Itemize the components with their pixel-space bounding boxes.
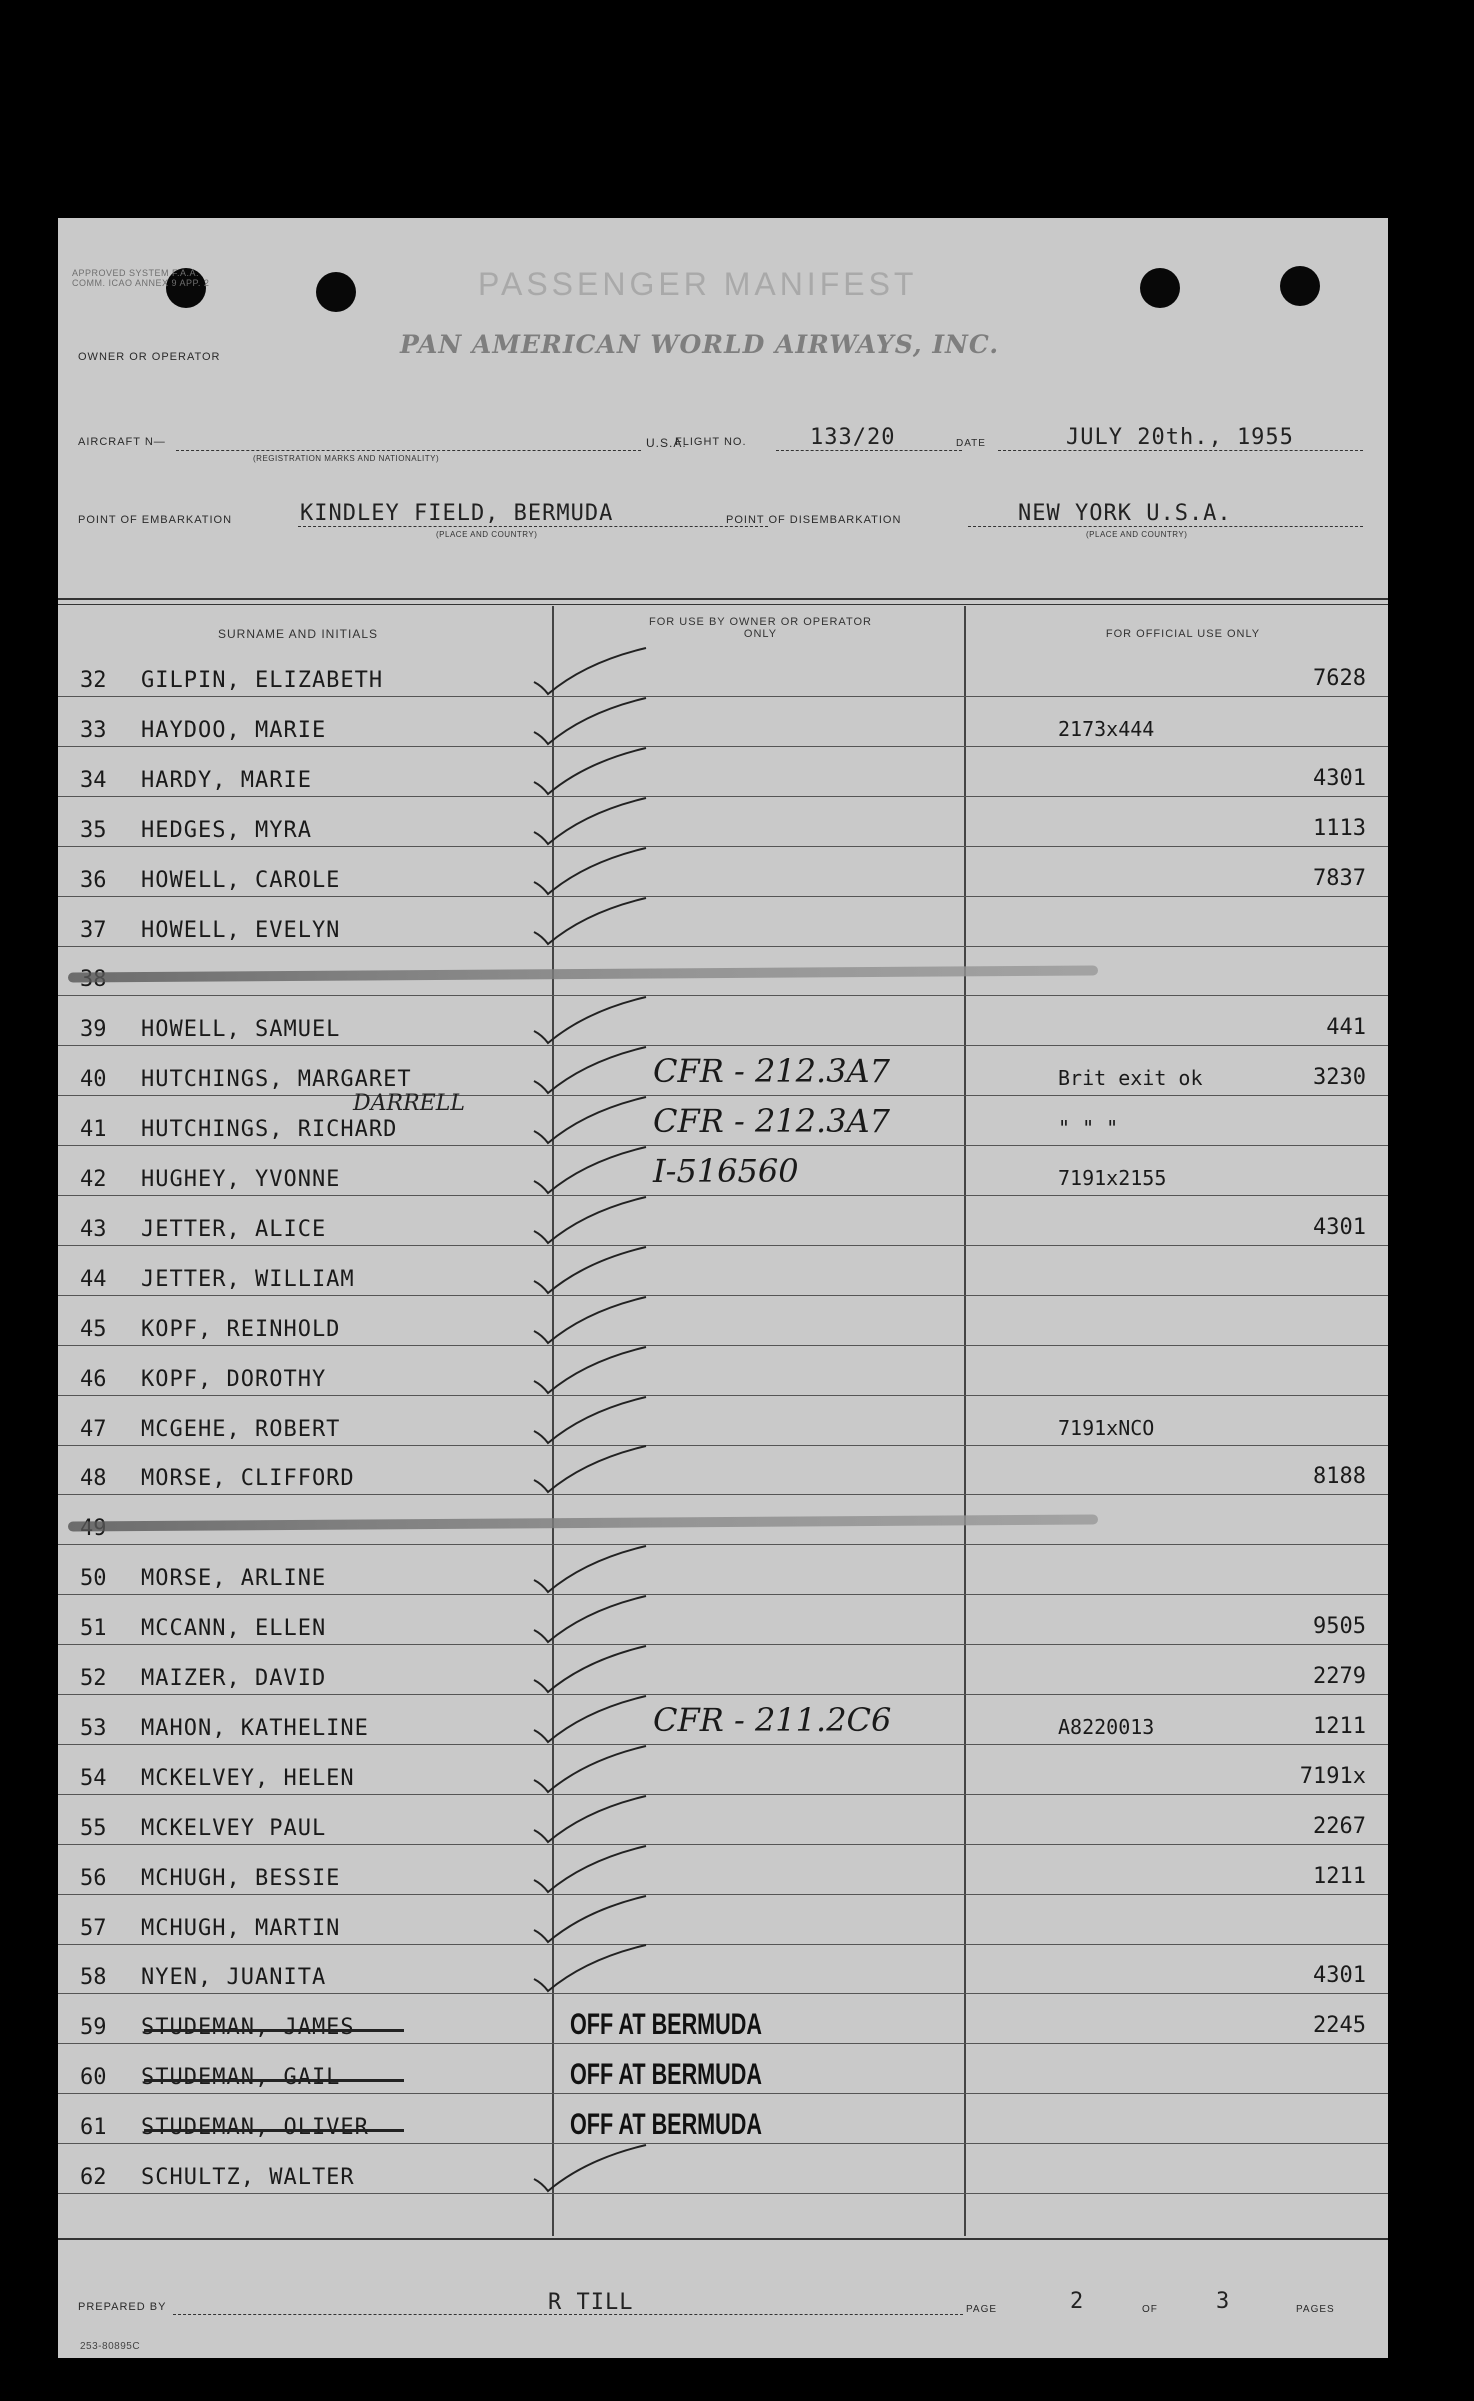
- official-code: 2267: [1313, 1813, 1366, 1839]
- row-rule: [58, 2093, 1388, 2094]
- passenger-name: MORSE, ARLINE: [141, 1566, 327, 1592]
- embarkation-label: POINT OF EMBARKATION: [78, 514, 233, 526]
- row-rule: [58, 1993, 1388, 1994]
- passenger-name: MAHON, KATHELINE: [141, 1715, 369, 1741]
- row-rule: [58, 1544, 1388, 1545]
- row-rule: [58, 896, 1388, 897]
- row-rule: [58, 946, 1388, 947]
- flight-label: FLIGHT NO.: [675, 436, 747, 448]
- table-top-rule: [58, 598, 1388, 600]
- table-row: [58, 700, 1388, 749]
- row-rule: [58, 1395, 1388, 1396]
- row-rule: [58, 846, 1388, 847]
- punch-hole: [1140, 268, 1180, 308]
- table-row: [58, 1898, 1388, 1947]
- row-number: 43: [80, 1216, 107, 1242]
- checkmark-icon: [526, 991, 676, 1046]
- table-row: [58, 800, 1388, 849]
- table-row: [58, 1049, 1388, 1098]
- row-number: 62: [80, 2165, 107, 2190]
- passenger-name: KOPF, DOROTHY: [141, 1366, 327, 1392]
- official-code: 441: [1326, 1015, 1366, 1041]
- official-notation: " " ": [1058, 1116, 1119, 1141]
- official-code: 4301: [1313, 765, 1366, 791]
- row-rule: [58, 1894, 1388, 1895]
- checkmark-icon: [526, 1440, 676, 1495]
- checkmark-icon: [526, 792, 676, 847]
- disembarkation-place: NEW YORK U.S.A.: [1018, 501, 1232, 526]
- row-number: 33: [80, 717, 107, 743]
- airline-name: PAN AMERICAN WORLD AIRWAYS, INC.: [400, 330, 1000, 359]
- place-caption: (PLACE AND COUNTRY): [1086, 530, 1188, 539]
- row-number: 58: [80, 1965, 107, 1991]
- passenger-name: STUDEMAN, JAMES: [141, 2015, 355, 2041]
- checkmark-icon: [526, 742, 676, 797]
- prepared-label: PREPARED BY: [78, 2301, 167, 2313]
- row-rule: [58, 1644, 1388, 1645]
- passenger-name: HOWELL, SAMUEL: [141, 1017, 341, 1043]
- official-notation: 7191x2155: [1058, 1166, 1167, 1190]
- row-rule: [58, 1794, 1388, 1795]
- row-number: 61: [80, 2115, 107, 2141]
- punch-hole: [1280, 266, 1320, 306]
- row-rule: [58, 1345, 1388, 1346]
- passenger-name: KOPF, REINHOLD: [141, 1316, 341, 1342]
- row-number: 37: [80, 917, 107, 943]
- table-bottom-rule: [58, 2238, 1388, 2240]
- passenger-name: NYEN, JUANITA: [141, 1965, 327, 1991]
- approval-stamp: APPROVED SYSTEM F.A.A. COMM. ICAO ANNEX 9 APP. 2: [72, 268, 210, 288]
- pages-label: PAGES: [1296, 2304, 1335, 2315]
- row-rule: [58, 1694, 1388, 1695]
- crossed-out-line: [68, 1515, 1098, 1532]
- passenger-name: MORSE, CLIFFORD: [141, 1466, 355, 1492]
- row-number: 36: [80, 867, 107, 893]
- table-row: [58, 949, 1388, 998]
- punch-hole: [316, 272, 356, 312]
- official-code: 7837: [1313, 865, 1366, 891]
- official-code: 4301: [1313, 1214, 1366, 1240]
- official-code: 1211: [1313, 1863, 1366, 1889]
- row-number: 34: [80, 767, 107, 793]
- table-row: [58, 1448, 1388, 1497]
- row-number: 59: [80, 2015, 107, 2041]
- official-notation: 2173x444: [1058, 716, 1155, 741]
- checkmark-icon: [526, 2139, 676, 2194]
- page-title: PASSENGER MANIFEST: [478, 266, 918, 302]
- row-rule: [58, 1594, 1388, 1595]
- row-rule: [58, 1944, 1388, 1945]
- table-row: [58, 650, 1388, 699]
- checkmark-icon: [526, 692, 676, 747]
- row-rule: [58, 1844, 1388, 1845]
- official-code: 9505: [1313, 1614, 1366, 1640]
- row-number: 41: [80, 1117, 107, 1143]
- table-row: [58, 1947, 1388, 1996]
- checkmark-icon: [526, 1939, 676, 1994]
- row-number: 32: [80, 668, 107, 693]
- official-notation: Brit exit ok: [1058, 1066, 1203, 1091]
- table-row: [58, 1299, 1388, 1348]
- checkmark-icon: [526, 1391, 676, 1446]
- row-number: 56: [80, 1865, 107, 1891]
- disembarkation-label: POINT OF DISEMBARKATION: [726, 514, 902, 526]
- total-pages: 3: [1216, 2289, 1231, 2314]
- checkmark-icon: [526, 1890, 676, 1945]
- table-row: [58, 2047, 1388, 2096]
- row-number: 44: [80, 1266, 107, 1292]
- off-at-bermuda-stamp: OFF AT BERMUDA: [570, 2008, 762, 2042]
- row-rule: [58, 1295, 1388, 1296]
- table-row: [58, 1648, 1388, 1697]
- passenger-name: STUDEMAN, GAIL: [141, 2065, 341, 2091]
- passenger-name: MCKELVEY, HELEN: [141, 1765, 355, 1791]
- row-number: 47: [80, 1416, 107, 1442]
- checkmark-icon: [526, 1640, 676, 1695]
- passenger-name: JETTER, WILLIAM: [141, 1266, 355, 1292]
- checkmark-icon: [526, 1341, 676, 1396]
- manifest-sheet: [58, 218, 1388, 2358]
- handwritten-name-correction: DARRELL: [353, 1091, 465, 1117]
- table-row: [58, 1748, 1388, 1797]
- handwritten-note: I-516560: [653, 1152, 799, 1190]
- row-number: 45: [80, 1316, 107, 1342]
- aircraft-label: AIRCRAFT N—: [78, 436, 166, 448]
- row-rule: [58, 1095, 1388, 1096]
- row-number: 48: [80, 1466, 107, 1492]
- page-label: PAGE: [966, 2304, 998, 2315]
- passenger-name: STUDEMAN, OLIVER: [141, 2115, 369, 2141]
- table-row: [58, 1199, 1388, 1248]
- table-row: [58, 1349, 1388, 1398]
- row-rule: [58, 1195, 1388, 1196]
- checkmark-icon: [526, 892, 676, 947]
- row-number: 50: [80, 1566, 107, 1592]
- row-rule: [58, 746, 1388, 747]
- page-number: 2: [1070, 2289, 1085, 2314]
- table-row: [58, 850, 1388, 899]
- aircraft-underline: [176, 450, 641, 451]
- table-row: [58, 1997, 1388, 2046]
- passenger-name: MCHUGH, MARTIN: [141, 1915, 341, 1941]
- row-number: 42: [80, 1167, 107, 1192]
- checkmark-icon: [526, 1740, 676, 1795]
- row-rule: [58, 696, 1388, 697]
- crossed-out-line: [68, 966, 1098, 983]
- passenger-name: HOWELL, EVELYN: [141, 917, 341, 943]
- table-row: [58, 750, 1388, 799]
- date-underline: [998, 450, 1363, 451]
- table-row: [58, 1798, 1388, 1847]
- embarkation-underline: [298, 526, 768, 527]
- registration-caption: (REGISTRATION MARKS AND NATIONALITY): [253, 454, 440, 463]
- row-number: 40: [80, 1067, 107, 1093]
- prepared-by: R TILL: [548, 2290, 634, 2315]
- place-caption: (PLACE AND COUNTRY): [436, 530, 538, 539]
- handwritten-note: CFR - 211.2C6: [653, 1700, 892, 1739]
- official-code: 4301: [1313, 1963, 1366, 1989]
- passenger-name: HARDY, MARIE: [141, 767, 312, 793]
- passenger-name: MCKELVEY PAUL: [141, 1815, 327, 1841]
- name-strikethrough: [144, 2029, 404, 2032]
- row-number: 60: [80, 2065, 107, 2091]
- row-number: 35: [80, 817, 107, 843]
- passenger-name: HUTCHINGS, MARGARET: [141, 1067, 412, 1093]
- passenger-name: MCHUGH, BESSIE: [141, 1865, 341, 1891]
- table-row: [58, 1399, 1388, 1448]
- usa-label: U.S.A.: [646, 436, 687, 450]
- row-rule: [58, 2143, 1388, 2144]
- row-rule: [58, 2043, 1388, 2044]
- passenger-name: JETTER, ALICE: [141, 1216, 327, 1242]
- checkmark-icon: [526, 1291, 676, 1346]
- table-row: [58, 2147, 1388, 2196]
- table-row: [58, 1598, 1388, 1647]
- passenger-name: HAYDOO, MARIE: [141, 717, 327, 743]
- checkmark-icon: [526, 1840, 676, 1895]
- row-number: 55: [80, 1815, 107, 1841]
- form-number: 253-80895C: [80, 2341, 141, 2352]
- row-rule: [58, 2193, 1388, 2194]
- date-label: DATE: [956, 438, 986, 449]
- table-row: [58, 1848, 1388, 1897]
- row-rule: [58, 1145, 1388, 1146]
- row-number: 54: [80, 1765, 107, 1791]
- official-code: 1113: [1313, 815, 1366, 841]
- handwritten-note: CFR - 212.3A7: [653, 1052, 891, 1091]
- row-number: 51: [80, 1616, 107, 1642]
- row-number: 39: [80, 1017, 107, 1043]
- table-row: [58, 999, 1388, 1048]
- checkmark-icon: [526, 642, 676, 697]
- embarkation-place: KINDLEY FIELD, BERMUDA: [300, 501, 614, 526]
- row-number: 52: [80, 1666, 107, 1691]
- column-header-official-use: FOR OFFICIAL USE ONLY: [1105, 628, 1261, 640]
- table-row: [58, 1498, 1388, 1547]
- official-code: 3230: [1313, 1065, 1366, 1091]
- official-code: 7628: [1313, 666, 1366, 691]
- checkmark-icon: [526, 1590, 676, 1645]
- column-header-owner-use: FOR USE BY OWNER OR OPERATOR ONLY: [649, 616, 872, 640]
- flight-date: JULY 20th., 1955: [1066, 425, 1294, 450]
- name-strikethrough: [144, 2079, 404, 2082]
- table-row: [58, 1091, 1388, 1148]
- row-number: 57: [80, 1915, 107, 1941]
- official-notation: 7191xNCO: [1058, 1415, 1155, 1440]
- row-rule: [58, 1494, 1388, 1495]
- passenger-name: SCHULTZ, WALTER: [141, 2165, 355, 2190]
- name-strikethrough: [144, 2129, 404, 2132]
- official-code: 8188: [1313, 1464, 1366, 1490]
- official-code: 2279: [1313, 1664, 1366, 1689]
- row-number: 53: [80, 1715, 107, 1741]
- checkmark-icon: [526, 842, 676, 897]
- passenger-name: HUGHEY, YVONNE: [141, 1167, 341, 1192]
- table-row: [58, 1548, 1388, 1597]
- row-rule: [58, 995, 1388, 996]
- off-at-bermuda-stamp: OFF AT BERMUDA: [570, 2058, 762, 2092]
- handwritten-note: CFR - 212.3A7: [653, 1102, 891, 1141]
- table-top-rule: [58, 604, 1388, 605]
- flight-number: 133/20: [810, 425, 896, 450]
- passenger-name: HEDGES, MYRA: [141, 817, 312, 843]
- owner-label: OWNER OR OPERATOR: [78, 351, 221, 363]
- official-notation: A8220013: [1058, 1714, 1155, 1739]
- checkmark-icon: [526, 1241, 676, 1296]
- row-rule: [58, 1045, 1388, 1046]
- row-rule: [58, 1445, 1388, 1446]
- table-row: [58, 2097, 1388, 2146]
- table-row: [58, 1149, 1388, 1198]
- row-rule: [58, 796, 1388, 797]
- table-row: [58, 1698, 1388, 1747]
- row-number: 46: [80, 1366, 107, 1392]
- column-header-surname: SURNAME AND INITIALS: [217, 627, 379, 641]
- row-rule: [58, 1245, 1388, 1246]
- official-code: 2245: [1313, 2013, 1366, 2039]
- off-at-bermuda-stamp: OFF AT BERMUDA: [570, 2108, 762, 2142]
- flight-underline: [776, 450, 962, 451]
- checkmark-icon: [526, 1191, 676, 1246]
- passenger-name: HOWELL, CAROLE: [141, 867, 341, 893]
- checkmark-icon: [526, 1540, 676, 1595]
- passenger-name: MAIZER, DAVID: [141, 1666, 327, 1691]
- of-label: OF: [1142, 2304, 1158, 2315]
- passenger-name: GILPIN, ELIZABETH: [141, 668, 384, 693]
- disembarkation-underline: [968, 526, 1363, 527]
- checkmark-icon: [526, 1790, 676, 1845]
- table-row: [58, 1249, 1388, 1298]
- passenger-name: HUTCHINGS, RICHARD: [141, 1117, 398, 1143]
- passenger-name: MCGEHE, ROBERT: [141, 1416, 341, 1442]
- official-code: 7191x: [1299, 1763, 1366, 1789]
- official-code: 1211: [1313, 1713, 1366, 1739]
- row-rule: [58, 1744, 1388, 1745]
- table-row: [58, 900, 1388, 949]
- passenger-name: MCCANN, ELLEN: [141, 1616, 327, 1642]
